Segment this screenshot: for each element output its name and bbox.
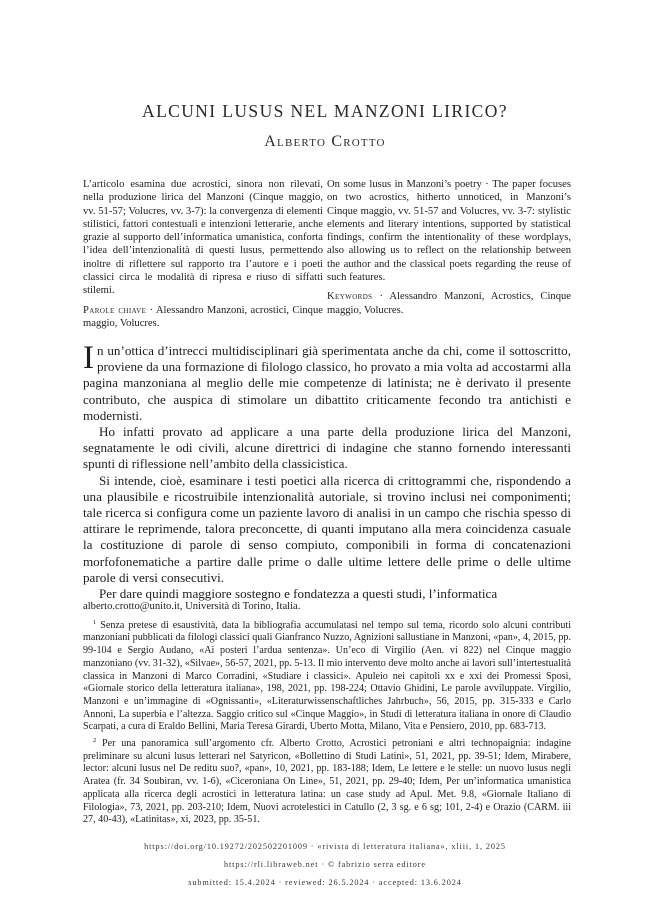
abstract-italian-text: L’articolo esamina due acrostici, sinora non rilevati, nella produzione lirica del Manzoni (Cinque maggio, vv. 51-57; Volucres, vv. 3-7): la convergenza di elementi stilistici, fattori contestuali e intenzioni letterarie, anche grazie al supporto dell’informatica umanistica, conforta l’idea dell’intenzionalità di questi lusus, permettendo inoltre di riflettere sul rapporto tra l’autore e i poeti classici circa le modalità di ripresa e riuso di siffatti stilemi. [83, 179, 323, 297]
footnote-text: Senza pretese di esaustività, data la bibliografia accumulatasi nel tempo sul tema, ricordo solo alcuni contributi manzoniani pubblicati da filologi classici quali Gianfranco Nuzzo, Agnizioni sallustiane in Manzoni, «pan», 4, 2015, pp. 99-104 e Sergio Audano, «Ai posteri l’ardua sentenza». Un’eco di Virgilio (Aen. vi 822) nel Cinque maggio manzoniano (vv. 31-32), «Silvae», 56-57, 2021, pp. 5-13. Il mio intervento deve molto anche ai lavori sull’intertestualità classica in Manzoni di Marco Corradini, «Studiare i classici». Apuleio nei capitoli xx e xxi dei Promessi Sposi, «Giornale storico della letteratura italiana», 198, 2021, pp. 198-224; Ottavio Ghidini, Le parole avviluppate. Virgilio, Manzoni e un’immagine di «Ognissanti», «Literaturwissenschaftliches Jahrbuch», 56, 2015, pp. 315-333 e Carlo Annoni, La superbia e l’altezza. Saggio critico sul «Cinque Maggio», in Studi di letteratura italiana in onore di Claudio Scarpati, a cura di Eraldo Bellini, Maria Teresa Girardi, Uberto Motta, Milano, Vita e Pensiero, 2010, pp. 683-713. [83, 619, 571, 733]
paragraph-text: n un’ottica d’intrecci multidisciplinari già sperimentata anche da chi, come il sottoscritto, proviene da una formazione di filologo classico, ho provato a mia volta ad accostarmi alla pagina manzoniana al meglio delle mie competenze di latinista; ne è derivato il presente contributo, che auspica di stimolare un dibattito criticamente fecondo tra antichisti e modernisti. [83, 343, 571, 423]
abstract-english [327, 178, 571, 317]
footnote-number: 1 [93, 618, 97, 626]
body-paragraph: Per dare quindi maggiore sostegno e fondatezza a questi studi, l’informatica [99, 586, 498, 602]
footer-doi-line: https://doi.org/10.19272/202502201009 · «rivista di letteratura italiana», xliii, 1, 2025 [144, 842, 506, 851]
keywords-english [327, 290, 571, 317]
abstract-italian [83, 178, 323, 330]
article-author: Alberto Crotto [264, 133, 386, 150]
article-title: ALCUNI LUSUS NEL MANZONI LIRICO? [142, 101, 508, 121]
abstract-english-text: On some lusus in Manzoni’s poetry · The paper focuses on two acrostics, hitherto unnoticed, in Manzoni’s Cinque maggio, vv. 51-57 and Volucres, vv. 3-7: stylistic elements and literary intentions, supported by statistical findings, confirm the intentionality of these wordplays, also allowing us to reflect on the relationship between the author and the classical poets regarding the reuse of such features. [327, 179, 571, 284]
footer-dates-line: submitted: 15.4.2024 · reviewed: 26.5.2024 · accepted: 13.6.2024 [188, 878, 462, 887]
footnote-text: Per una panoramica sull’argomento cfr. Alberto Crotto, Acrostici petroniani e altri technopaignia: indagine preliminare su alcuni lusus letterari nel Satyricon, «Bollettino di Studi Latini», 51, 2021, pp. 39-51; Idem, Mirabere, lector: alcuni lusus nel De reditu suo?, «pan», 10, 2021, pp. 183-188; Idem, Le lettere e le stelle: un nuovo lusus negli Aratea (fr. 34 Soubiran, vv. 1-6), «Ciceroniana On Line», 51, 2021, pp. 29-40; Idem, Per un’informatica umanistica applicata alla ricerca degli acrostici in letteratura latina: un case study ad Apul. Met. 9.8, «Giornale Italiano di Filologia», 73, 2021, pp. 203-210; Idem, Nuovi acrotelestici in Catullo (2, 3 sg. e 6 sg; 101, 2-4) e Orazio (CARM. iii 27, 40-43), «Latinitas», xi, 2023, pp. 35-51. [83, 738, 571, 826]
footnote-2 [83, 738, 571, 827]
keywords-text: · Alessandro Manzoni, Acrostics, Cinque maggio, Volucres. [327, 291, 571, 316]
drop-cap: I [83, 340, 94, 376]
article-body [83, 340, 571, 602]
footer-publisher-line: https://rli.libraweb.net · © fabrizio serra editore [224, 860, 426, 869]
keywords-italian [83, 304, 323, 331]
footnote-1 [83, 620, 571, 734]
body-paragraph [83, 340, 571, 424]
footnotes [83, 601, 571, 827]
body-paragraph: Ho infatti provato ad applicare a una parte della produzione lirica del Manzoni, segnatamente le odi civili, alcune direttrici di indagine che stanno fornendo interessanti spunti di riflessione nell’ambito della classicistica. [83, 424, 571, 472]
footnote-number: 2 [93, 737, 97, 745]
keywords-label: Parole chiave [83, 304, 147, 316]
keywords-text: · Alessandro Manzoni, acrostici, Cinque maggio, Volucres. [83, 304, 323, 329]
keywords-label: Keywords [327, 291, 373, 303]
author-affiliation: alberto.crotto@unito.it, Università di Torino, Italia. [83, 601, 301, 612]
body-paragraph: Si intende, cioè, esaminare i testi poetici alla ricerca di crittogrammi che, rispondendo a una plausibile e ricostruibile intenzionalità autoriale, si trovino inclusi nei componimenti; tale ricerca si configura come un paziente lavoro di analisi in un campo che rischia spesso di attirare le reprimende, talora preconcette, di quanti imputano alla mera coincidenza casuale la costituzione di parole di senso compiuto, componibili in forma di concatenazioni morfofonematiche a partire dalle prime o dalle ultime lettere delle prime o delle ultime parole di versi consecutivi. [83, 472, 571, 585]
